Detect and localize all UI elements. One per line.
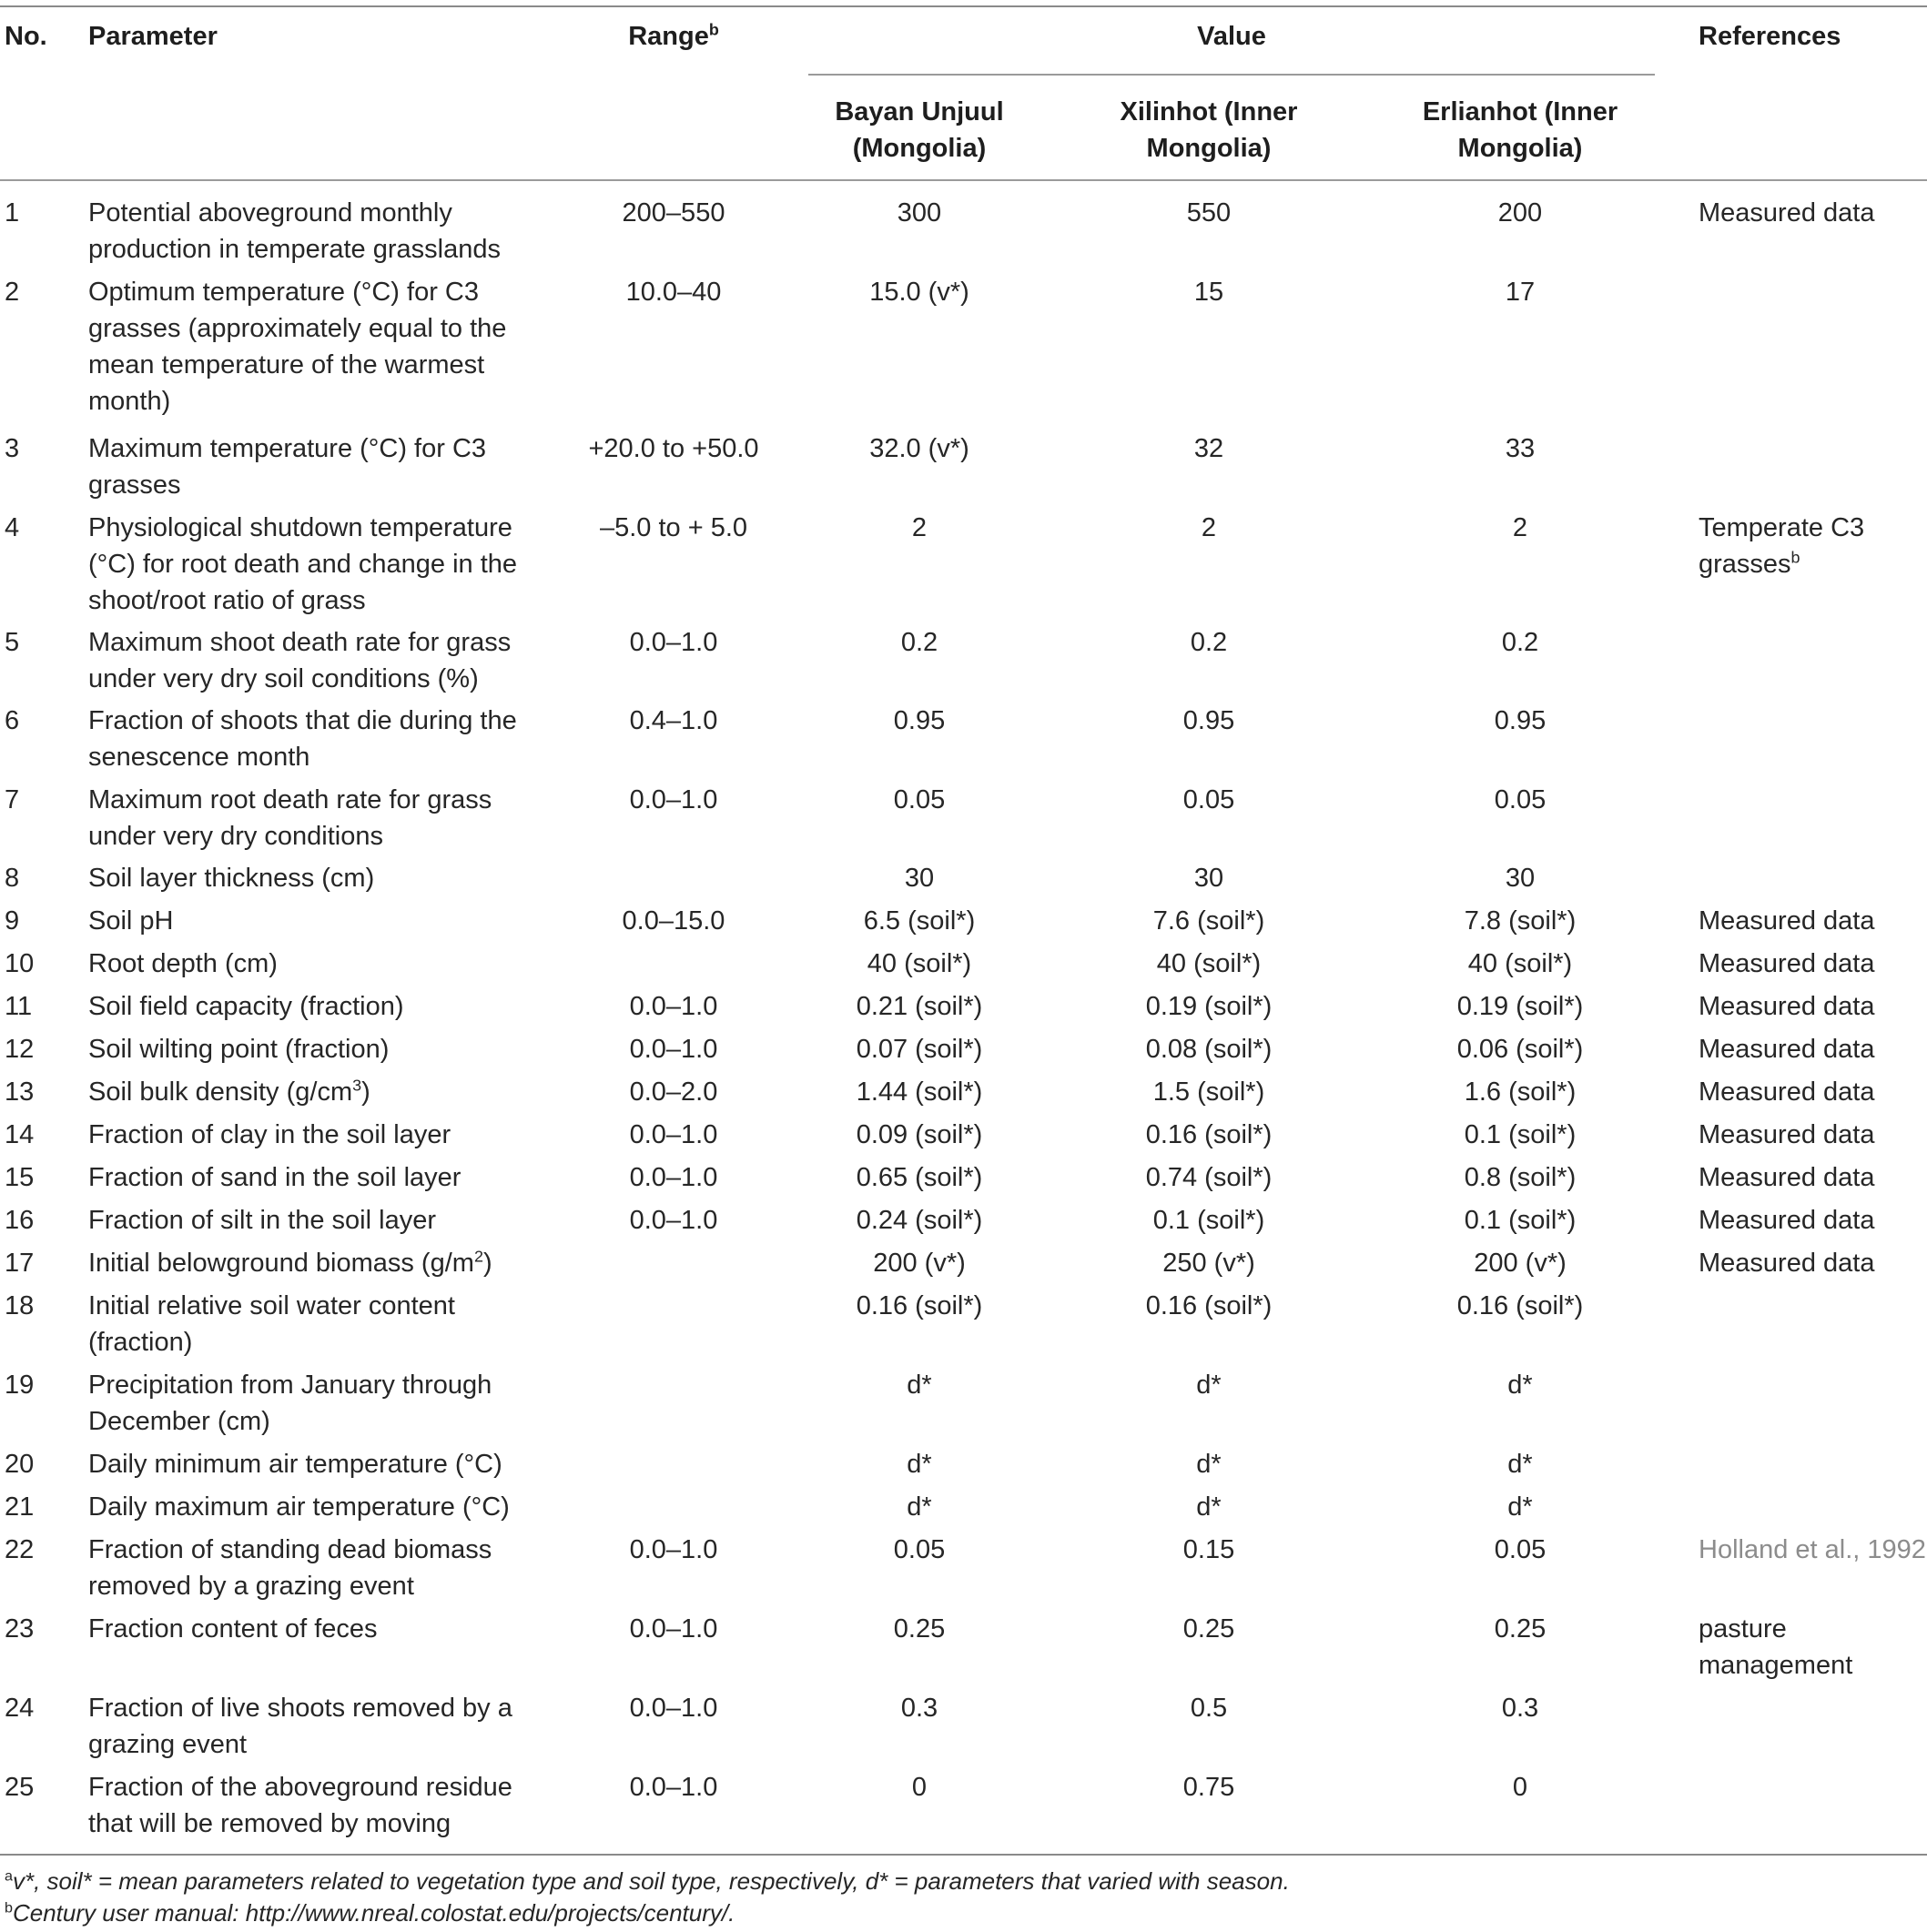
value-xilinhot: 0.1 (soil*) <box>1152 1206 1265 1235</box>
parameter-cell <box>88 274 543 420</box>
reference-cell <box>1699 903 1926 939</box>
site-name-line: Erlianhot (Inner <box>1422 97 1618 126</box>
parameter-cell <box>88 1245 543 1281</box>
value-erlianhot: 1.6 (soil*) <box>1464 1077 1577 1107</box>
value-xilinhot: 32 <box>1193 434 1224 463</box>
parameter-cell <box>88 946 543 982</box>
footnote-mark: b <box>5 1899 13 1917</box>
value-xilinhot: 0.19 (soil*) <box>1145 992 1273 1021</box>
reference-cell <box>1699 1159 1926 1196</box>
parameter-line <box>88 1806 543 1842</box>
reference-text: Measured data <box>1699 1206 1875 1235</box>
site-name-line: Mongolia) <box>1457 134 1583 163</box>
row-number: 2 <box>5 278 20 307</box>
row-number: 23 <box>5 1614 35 1644</box>
parameter-line <box>88 860 543 896</box>
site-name-line: (Mongolia) <box>852 134 987 163</box>
value-bayan-unjuul: 30 <box>904 864 935 893</box>
parameter-text: under very dry conditions <box>88 822 383 851</box>
reference-text: Measured data <box>1699 949 1875 978</box>
value-erlianhot: 200 (v*) <box>1474 1249 1567 1278</box>
row-number: 24 <box>5 1694 35 1723</box>
parameter-line <box>88 510 543 546</box>
parameter-text: senescence month <box>88 743 310 772</box>
row-number: 13 <box>5 1077 35 1107</box>
value-xilinhot: 1.5 (soil*) <box>1152 1077 1265 1107</box>
parameter-text: Soil pH <box>88 906 174 936</box>
range-cell: 0.0–1.0 <box>629 1614 718 1644</box>
footnote-mark: a <box>5 1867 13 1885</box>
value-bayan-unjuul: 32.0 (v*) <box>869 434 969 463</box>
unit-superscript: 3 <box>352 1076 362 1095</box>
parameter-text: Fraction of silt in the soil layer <box>88 1206 436 1235</box>
parameter-text: Fraction of sand in the soil layer <box>88 1163 461 1192</box>
parameter-line <box>88 946 543 982</box>
value-bayan-unjuul: 0.2 <box>900 628 938 657</box>
table-bottom-rule <box>0 1854 1927 1856</box>
reference-text: Measured data <box>1699 992 1875 1021</box>
row-number: 19 <box>5 1371 35 1400</box>
parameter-text: Precipitation from January through <box>88 1371 492 1400</box>
value-erlianhot: 0.19 (soil*) <box>1456 992 1584 1021</box>
value-xilinhot: 0.75 <box>1182 1773 1235 1802</box>
parameter-text: Initial belowground biomass (g/m <box>88 1249 474 1278</box>
value-xilinhot: 0.2 <box>1190 628 1228 657</box>
parameter-cell <box>88 624 543 697</box>
reference-cell <box>1699 1117 1926 1153</box>
parameter-line <box>88 1568 543 1604</box>
parameter-line <box>88 1245 543 1281</box>
value-erlianhot: 33 <box>1505 434 1536 463</box>
parameter-text: Fraction of live shoots removed by a <box>88 1694 512 1723</box>
range-cell: 0.0–15.0 <box>622 906 725 936</box>
row-number: 15 <box>5 1163 35 1192</box>
parameter-line <box>88 1288 543 1324</box>
value-erlianhot: 7.8 (soil*) <box>1464 906 1577 936</box>
row-number: 9 <box>5 906 20 936</box>
row-number: 12 <box>5 1035 35 1064</box>
reference-text: Measured data <box>1699 198 1875 228</box>
value-bayan-unjuul: d* <box>907 1371 932 1400</box>
reference-text: Measured data <box>1699 1249 1875 1278</box>
parameter-text: Daily minimum air temperature (°C) <box>88 1450 502 1479</box>
range-cell: 0.0–1.0 <box>629 1206 718 1235</box>
parameter-cell <box>88 1489 543 1525</box>
range-cell: 10.0–40 <box>625 278 722 307</box>
value-erlianhot: 200 <box>1497 198 1543 228</box>
reference-line <box>1699 946 1926 982</box>
parameter-text: mean temperature of the warmest <box>88 350 485 379</box>
row-number: 18 <box>5 1291 35 1320</box>
parameter-line <box>88 1074 543 1110</box>
value-bayan-unjuul: 0.05 <box>893 785 946 814</box>
value-xilinhot: 0.95 <box>1182 706 1235 735</box>
parameter-text: (°C) for root death and change in the <box>88 550 518 579</box>
parameter-cell <box>88 782 543 855</box>
range-cell: 0.0–1.0 <box>629 992 718 1021</box>
reference-cell <box>1699 195 1926 231</box>
reference-cell <box>1699 946 1926 982</box>
value-erlianhot: 0.1 (soil*) <box>1464 1120 1577 1149</box>
value-xilinhot: 0.08 (soil*) <box>1145 1035 1273 1064</box>
value-xilinhot: 0.25 <box>1182 1614 1235 1644</box>
header-site-bayan-unjuul <box>810 94 1029 167</box>
row-number: 8 <box>5 864 20 893</box>
header-value: Value <box>1197 22 1266 51</box>
value-xilinhot: 0.05 <box>1182 785 1235 814</box>
reference-line <box>1699 195 1926 231</box>
parameter-text: Optimum temperature (°C) for C3 <box>88 278 479 307</box>
parameter-cell <box>88 1611 543 1647</box>
range-cell: 0.0–1.0 <box>629 1694 718 1723</box>
parameter-line <box>88 661 543 697</box>
parameter-cell <box>88 1159 543 1196</box>
reference-cell <box>1699 510 1926 582</box>
value-bayan-unjuul: d* <box>907 1492 932 1522</box>
header-site-erlianhot <box>1374 94 1666 167</box>
value-bayan-unjuul: 0.07 (soil*) <box>856 1035 983 1064</box>
value-xilinhot: 30 <box>1193 864 1224 893</box>
parameter-line <box>88 624 543 661</box>
row-number: 6 <box>5 706 20 735</box>
parameter-cell <box>88 1288 543 1360</box>
reference-cell <box>1699 988 1926 1025</box>
site-name-line: Mongolia) <box>1146 134 1272 163</box>
parameter-line <box>88 1031 543 1067</box>
row-number: 22 <box>5 1535 35 1564</box>
parameter-line <box>88 430 543 467</box>
row-number: 1 <box>5 198 20 228</box>
site-name-line: Xilinhot (Inner <box>1120 97 1298 126</box>
parameter-cell <box>88 1074 543 1110</box>
value-xilinhot: 550 <box>1186 198 1232 228</box>
reference-link[interactable] <box>1699 1532 1926 1568</box>
parameter-text: Fraction of the aboveground residue <box>88 1773 512 1802</box>
reference-cell <box>1699 1202 1926 1239</box>
value-bayan-unjuul: d* <box>907 1450 932 1479</box>
parameter-text: December (cm) <box>88 1407 270 1436</box>
value-bayan-unjuul: 0 <box>911 1773 928 1802</box>
reference-line <box>1699 1647 1926 1684</box>
range-cell: 0.0–1.0 <box>629 1163 718 1192</box>
row-number: 10 <box>5 949 35 978</box>
reference-text: pasture <box>1699 1614 1787 1644</box>
footnote-text: Century user manual: http://www.nreal.colostat.edu/projects/century/. <box>12 1899 735 1927</box>
reference-text: Measured data <box>1699 1163 1875 1192</box>
value-bayan-unjuul: 200 (v*) <box>873 1249 966 1278</box>
header-range-footnote-mark: b <box>708 20 719 39</box>
range-cell: 200–550 <box>622 198 725 228</box>
header-parameter: Parameter <box>88 22 218 51</box>
parameter-text: Fraction of shoots that die during the <box>88 706 517 735</box>
parameter-cell <box>88 195 543 268</box>
value-erlianhot: 0 <box>1512 1773 1528 1802</box>
parameter-line <box>88 703 543 739</box>
parameter-line <box>88 310 543 347</box>
parameter-text: removed by a grazing event <box>88 1572 414 1601</box>
range-cell: 0.0–1.0 <box>629 1535 718 1564</box>
parameter-line <box>88 1202 543 1239</box>
value-erlianhot: 0.8 (soil*) <box>1464 1163 1577 1192</box>
parameter-cell <box>88 860 543 896</box>
parameter-line <box>88 274 543 310</box>
range-cell: 0.0–1.0 <box>629 1035 718 1064</box>
parameter-text: Soil layer thickness (cm) <box>88 864 375 893</box>
parameter-text: grasses <box>88 470 181 500</box>
parameter-cell <box>88 430 543 503</box>
parameter-text: Soil wilting point (fraction) <box>88 1035 390 1064</box>
reference-cell <box>1699 1074 1926 1110</box>
reference-line <box>1699 1159 1926 1196</box>
value-xilinhot: 0.16 (soil*) <box>1145 1120 1273 1149</box>
parameter-cell <box>88 1367 543 1440</box>
parameter-text: grasses (approximately equal to the <box>88 314 507 343</box>
range-cell: 0.0–1.0 <box>629 785 718 814</box>
parameter-text: Fraction of standing dead biomass <box>88 1535 492 1564</box>
value-xilinhot: 40 (soil*) <box>1156 949 1262 978</box>
parameter-text: month) <box>88 387 171 416</box>
range-cell: 0.0–1.0 <box>629 1120 718 1149</box>
parameter-cell <box>88 1532 543 1604</box>
footnote-text: v*, soil* = mean parameters related to vegetation type and soil type, respectively, d* = parameters that varied with season. <box>12 1867 1290 1895</box>
value-xilinhot: d* <box>1196 1450 1222 1479</box>
header-range-label: Range <box>628 22 709 51</box>
parameter-line <box>88 231 543 268</box>
parameter-line <box>88 1769 543 1806</box>
value-xilinhot: 250 (v*) <box>1162 1249 1255 1278</box>
parameter-line <box>88 739 543 775</box>
parameter-text: Initial relative soil water content <box>88 1291 455 1320</box>
parameter-line <box>88 903 543 939</box>
parameter-line <box>88 1489 543 1525</box>
value-bayan-unjuul: 0.21 (soil*) <box>856 992 983 1021</box>
reference-line <box>1699 1202 1926 1239</box>
parameter-line <box>88 347 543 383</box>
value-bayan-unjuul: 1.44 (soil*) <box>856 1077 983 1107</box>
parameter-text: Maximum temperature (°C) for C3 <box>88 434 487 463</box>
reference-text: Measured data <box>1699 1120 1875 1149</box>
reference-text: Measured data <box>1699 1077 1875 1107</box>
reference-line <box>1699 1031 1926 1067</box>
value-bayan-unjuul: 0.05 <box>893 1535 946 1564</box>
reference-cell <box>1699 1031 1926 1067</box>
parameter-line <box>88 1159 543 1196</box>
row-number: 4 <box>5 513 20 542</box>
table-top-rule <box>0 5 1927 7</box>
value-bayan-unjuul: 6.5 (soil*) <box>863 906 976 936</box>
parameter-cell <box>88 1202 543 1239</box>
row-number: 25 <box>5 1773 35 1802</box>
value-xilinhot: 0.15 <box>1182 1535 1235 1564</box>
value-bayan-unjuul: 15.0 (v*) <box>869 278 969 307</box>
parameter-text: Soil bulk density (g/cm <box>88 1077 353 1107</box>
parameter-cell <box>88 1690 543 1763</box>
parameter-line <box>88 1117 543 1153</box>
row-number: 16 <box>5 1206 35 1235</box>
parameter-text: that will be removed by moving <box>88 1809 451 1838</box>
parameter-cell <box>88 510 543 619</box>
value-erlianhot: 17 <box>1505 278 1536 307</box>
parameter-text: Physiological shutdown temperature <box>88 513 512 542</box>
footnote-a <box>5 1866 1290 1897</box>
row-number: 3 <box>5 434 20 463</box>
parameter-cell <box>88 1117 543 1153</box>
site-name-line: Bayan Unjuul <box>835 97 1004 126</box>
parameter-line <box>88 782 543 818</box>
value-xilinhot: 7.6 (soil*) <box>1152 906 1265 936</box>
reference-footnote-mark: b <box>1790 548 1800 567</box>
reference-line <box>1699 1245 1926 1281</box>
reference-line <box>1699 988 1926 1025</box>
value-bayan-unjuul: 0.3 <box>900 1694 938 1723</box>
header-site-xilinhot <box>1063 94 1354 167</box>
reference-line <box>1699 1074 1926 1110</box>
value-bayan-unjuul: 300 <box>897 198 942 228</box>
parameter-line <box>88 1324 543 1360</box>
value-erlianhot: 40 (soil*) <box>1467 949 1573 978</box>
parameter-text: shoot/root ratio of grass <box>88 586 366 615</box>
row-number: 7 <box>5 785 20 814</box>
parameter-line <box>88 1403 543 1440</box>
parameter-text: production in temperate grasslands <box>88 235 501 264</box>
value-xilinhot: d* <box>1196 1492 1222 1522</box>
parameter-line <box>88 1726 543 1763</box>
value-xilinhot: 0.5 <box>1190 1694 1228 1723</box>
parameter-text: (fraction) <box>88 1328 193 1357</box>
parameter-text: Daily maximum air temperature (°C) <box>88 1492 510 1522</box>
parameter-line <box>88 818 543 855</box>
value-xilinhot: 2 <box>1201 513 1217 542</box>
value-erlianhot: 0.05 <box>1494 785 1547 814</box>
parameter-line <box>88 1690 543 1726</box>
header-bottom-rule <box>0 179 1927 181</box>
header-range <box>546 18 801 55</box>
parameter-text: Soil field capacity (fraction) <box>88 992 404 1021</box>
value-erlianhot: 0.16 (soil*) <box>1456 1291 1584 1320</box>
parameter-cell <box>88 1446 543 1482</box>
value-erlianhot: d* <box>1507 1450 1533 1479</box>
reference-cell <box>1699 1611 1926 1684</box>
parameter-line <box>88 1367 543 1403</box>
parameter-line <box>88 988 543 1025</box>
range-cell: 0.0–1.0 <box>629 1773 718 1802</box>
parameter-cell <box>88 1769 543 1842</box>
range-cell: 0.0–2.0 <box>629 1077 718 1107</box>
row-number: 17 <box>5 1249 35 1278</box>
reference-text: Measured data <box>1699 906 1875 936</box>
parameter-text: Maximum root death rate for grass <box>88 785 492 814</box>
value-erlianhot: d* <box>1507 1371 1533 1400</box>
value-xilinhot: 0.74 (soil*) <box>1145 1163 1273 1192</box>
parameter-line <box>88 1611 543 1647</box>
parameter-text: under very dry soil conditions (%) <box>88 664 479 693</box>
parameter-cell <box>88 903 543 939</box>
parameter-text: Potential aboveground monthly <box>88 198 452 228</box>
parameter-text: Fraction of clay in the soil layer <box>88 1120 451 1149</box>
parameter-line <box>88 1446 543 1482</box>
parameter-cell <box>88 1031 543 1067</box>
reference-line <box>1699 510 1926 546</box>
reference-text: Holland et al., 1992 <box>1699 1535 1926 1564</box>
parameter-line <box>88 1532 543 1568</box>
reference-line <box>1699 1532 1926 1568</box>
value-bayan-unjuul: 0.24 (soil*) <box>856 1206 983 1235</box>
parameter-text: grazing event <box>88 1730 248 1759</box>
parameter-cell <box>88 988 543 1025</box>
value-bayan-unjuul: 0.09 (soil*) <box>856 1120 983 1149</box>
range-cell: –5.0 to + 5.0 <box>599 513 748 542</box>
value-bayan-unjuul: 0.25 <box>893 1614 946 1644</box>
value-bayan-unjuul: 40 (soil*) <box>867 949 972 978</box>
reference-line <box>1699 546 1926 582</box>
value-erlianhot: 0.06 (soil*) <box>1456 1035 1584 1064</box>
range-cell: 0.4–1.0 <box>629 706 718 735</box>
parameter-text: Root depth (cm) <box>88 949 278 978</box>
parameter-line <box>88 467 543 503</box>
value-bayan-unjuul: 0.95 <box>893 706 946 735</box>
row-number: 21 <box>5 1492 35 1522</box>
parameter-line <box>88 546 543 582</box>
parameter-text-tail: ) <box>361 1077 370 1107</box>
value-erlianhot: 2 <box>1512 513 1528 542</box>
reference-cell <box>1699 1245 1926 1281</box>
reference-text: management <box>1699 1651 1853 1680</box>
value-xilinhot: 0.16 (soil*) <box>1145 1291 1273 1320</box>
header-references: References <box>1699 22 1841 51</box>
row-number: 20 <box>5 1450 35 1479</box>
parameter-line <box>88 582 543 619</box>
value-erlianhot: 0.3 <box>1501 1694 1539 1723</box>
value-erlianhot: 30 <box>1505 864 1536 893</box>
value-erlianhot: 0.25 <box>1494 1614 1547 1644</box>
value-erlianhot: 0.1 (soil*) <box>1464 1206 1577 1235</box>
row-number: 14 <box>5 1120 35 1149</box>
reference-text: Measured data <box>1699 1035 1875 1064</box>
value-bayan-unjuul: 0.16 (soil*) <box>856 1291 983 1320</box>
parameter-line <box>88 195 543 231</box>
value-erlianhot: 0.2 <box>1501 628 1539 657</box>
range-cell: 0.0–1.0 <box>629 628 718 657</box>
range-cell: +20.0 to +50.0 <box>588 434 759 463</box>
parameter-cell <box>88 703 543 775</box>
value-bayan-unjuul: 0.65 (soil*) <box>856 1163 983 1192</box>
unit-superscript: 2 <box>473 1247 483 1266</box>
row-number: 11 <box>5 992 33 1021</box>
reference-text: grasses <box>1699 550 1791 579</box>
reference-line <box>1699 1611 1926 1647</box>
parameter-text: Maximum shoot death rate for grass <box>88 628 512 657</box>
reference-text: Temperate C3 <box>1699 513 1865 542</box>
row-number: 5 <box>5 628 20 657</box>
reference-line <box>1699 1117 1926 1153</box>
header-no: No. <box>5 22 47 51</box>
value-erlianhot: 0.95 <box>1494 706 1547 735</box>
value-xilinhot: d* <box>1196 1371 1222 1400</box>
parameter-text-tail: ) <box>482 1249 492 1278</box>
parameter-line <box>88 383 543 420</box>
value-xilinhot: 15 <box>1193 278 1224 307</box>
footnote-b <box>5 1897 735 1928</box>
value-erlianhot: 0.05 <box>1494 1535 1547 1564</box>
value-erlianhot: d* <box>1507 1492 1533 1522</box>
value-bayan-unjuul: 2 <box>911 513 928 542</box>
value-group-rule <box>808 74 1655 76</box>
parameter-text: Fraction content of feces <box>88 1614 378 1644</box>
reference-line <box>1699 903 1926 939</box>
